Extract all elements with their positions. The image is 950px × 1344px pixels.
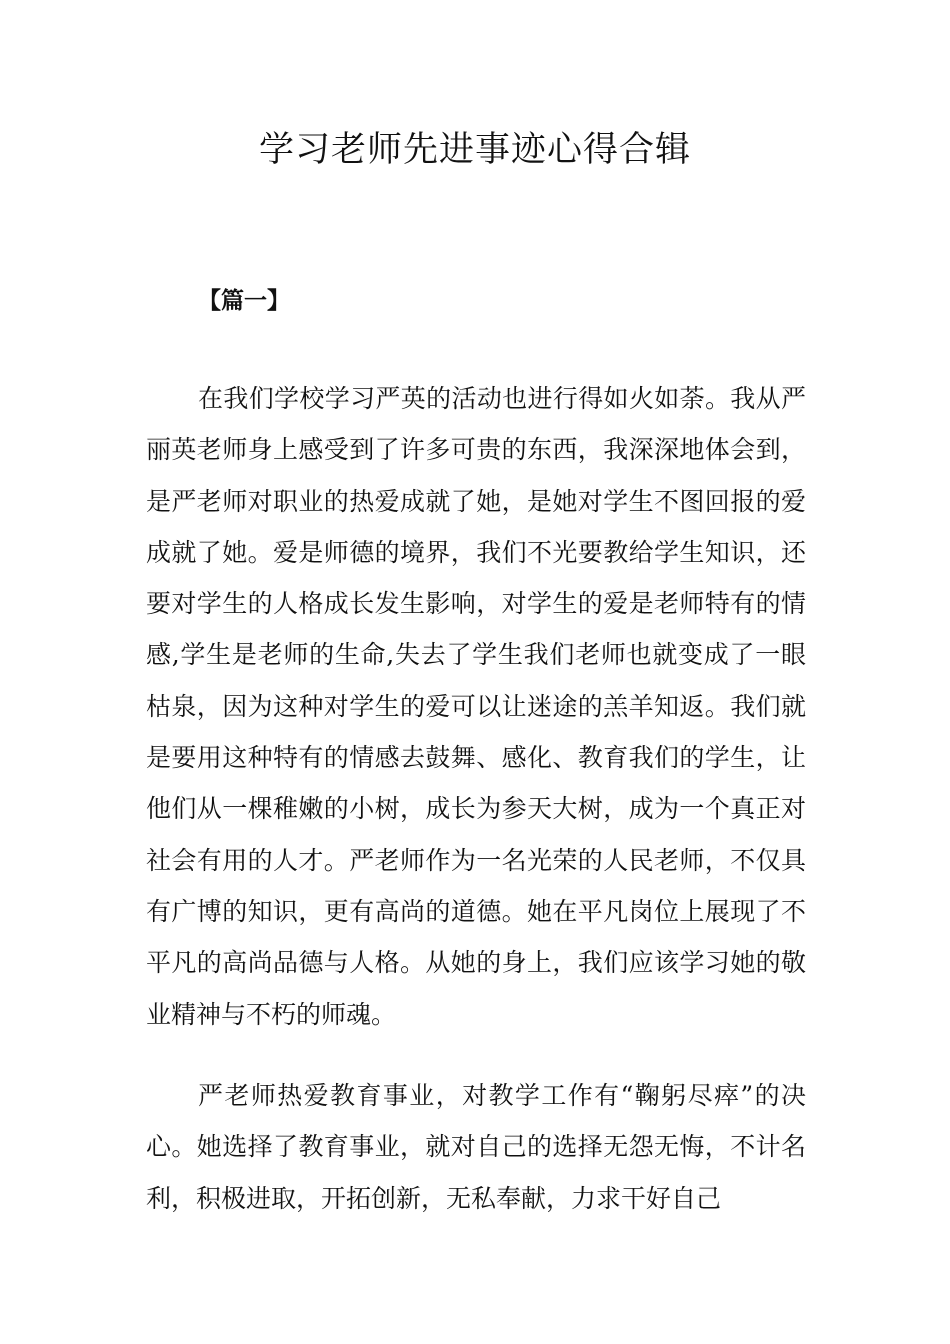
paragraph: 严老师热爱教育事业，对教学工作有“鞠躬尽瘁”的决心。她选择了教育事业，就对自己的选择无怨无悔，不计名利，积极进取，开拓创新，无私奉献，力求干好自己 [146,1081,806,1213]
section-label: 【篇一】 [198,288,290,314]
paragraph: 在我们学校学习严英的活动也进行得如火如荼。我从严丽英老师身上感受到了许多可贵的东西，我深深地体会到，是严老师对职业的热爱成就了她，是她对学生不图回报的爱成就了她。爱是师德的境界，我们不光要教给学生知识，还要对学生的人格成长发生影响，对学生的爱是老师特有的情感,学生是老师的生命,失去了学生我们老师也就变成了一眼枯泉，因为这种对学生的爱可以让迷途的羔羊知返。我们就是要用这种特有的情感去鼓舞、感化、教育我们的学生，让他们从一棵稚嫩的小树，成长为参天大树，成为一个真正对社会有用的人才。严老师作为一名光荣的人民老师，不仅具有广博的知识，更有高尚的道德。她在平凡岗位上展现了不平凡的高尚品德与人格。从她的身上，我们应该学习她的敬业精神与不朽的师魂。 [146,384,806,1029]
document-title: 学习老师先进事迹心得合辑 [258,130,691,170]
